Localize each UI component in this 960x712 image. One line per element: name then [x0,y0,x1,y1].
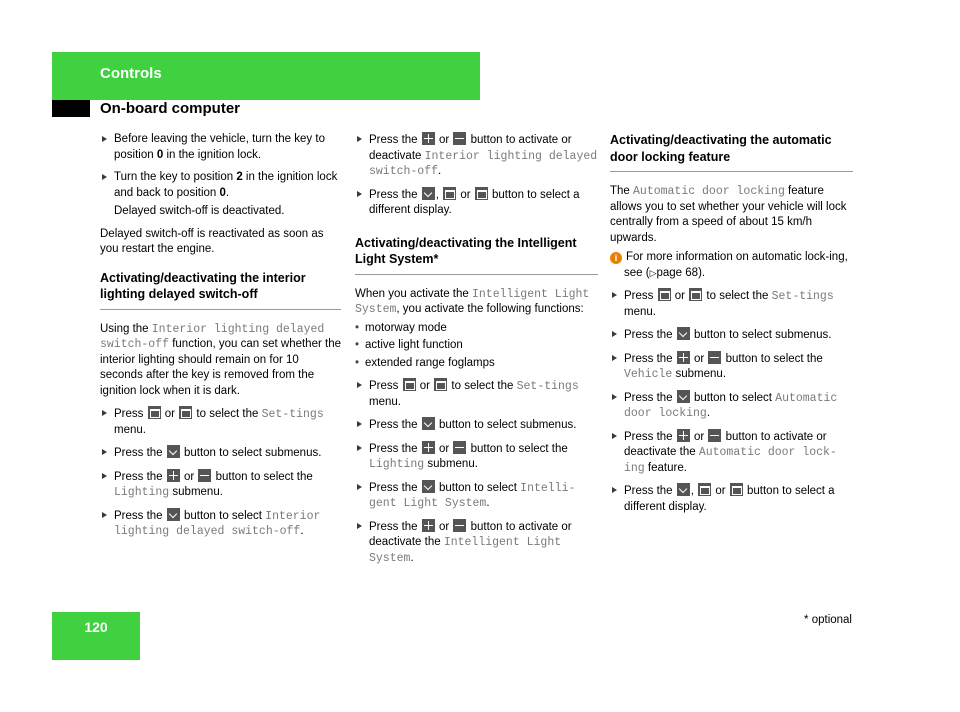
display-menu-back-icon [658,288,671,301]
step: Press the or button to activate or deactivate the Intelligent Light System. [355,519,598,567]
display-menu-back-icon [698,483,711,496]
display-menu-forward-icon [179,406,192,419]
minus-button-icon [453,519,466,532]
step: Turn the key to position 2 in the ignition lock and back to position 0. [100,170,341,201]
step: Press the button to select Interior lighting delayed switch-off. [100,508,341,540]
down-arrow-button-icon [422,187,435,200]
down-arrow-button-icon [167,445,180,458]
list-item: • active light function [355,338,598,354]
minus-button-icon [198,469,211,482]
step: Press or to select the Set-tings menu. [100,406,341,438]
display-menu-forward-icon [689,288,702,301]
function-list [355,321,598,372]
paragraph: Using the Interior lighting delayed switch-off function, you can set whether the interior lighting should remain on for 10 seconds after the key is removed from the ignition lock when it is dark. [100,322,341,397]
column-1 [100,132,341,547]
step: Press the button to select submenus. [100,445,341,462]
step: Press the button to select submenus. [355,417,598,434]
list-item: • motorway mode [355,321,598,337]
step: Press the button to select submenus. [610,327,853,344]
header-marker [52,100,90,117]
display-menu-forward-icon [434,378,447,391]
step: Press the or button to activate or deactivate Interior lighting delayed switch-off. [355,132,598,180]
footnote: * optional [804,614,852,626]
display-menu-forward-icon [475,187,488,200]
list-item: • extended range foglamps [355,356,598,372]
step: Before leaving the vehicle, turn the key to position 0 in the ignition lock. [100,132,341,163]
minus-button-icon [453,132,466,145]
step: Press the or button to select the Lighting submenu. [100,469,341,501]
page-number: 120 [84,619,108,635]
down-arrow-button-icon [422,480,435,493]
page-reference-icon: ▷ [649,267,657,278]
column-3 [610,132,853,522]
section-title: Controls [100,65,162,82]
info-note: i For more information on automatic lock-ing, see (▷page 68). [624,250,853,281]
plus-button-icon [677,429,690,442]
step: Press the , or button to select a different display. [610,483,853,515]
down-arrow-button-icon [677,390,690,403]
step: Press the button to select Automatic door locking. [610,390,853,422]
info-icon: i [610,252,622,264]
step: Press the button to select Intelli-gent Light System. [355,480,598,512]
minus-button-icon [708,351,721,364]
page-subtitle: On-board computer [100,100,241,117]
plus-button-icon [677,351,690,364]
paragraph: The Automatic door locking feature allows you to set whether your vehicle will lock centrally from a speed of about 15 km/h upwards. [610,185,847,244]
down-arrow-button-icon [422,417,435,430]
minus-button-icon [453,441,466,454]
display-menu-back-icon [443,187,456,200]
column-2 [355,132,598,573]
plus-button-icon [167,469,180,482]
display-menu-back-icon [403,378,416,391]
section-heading: Activating/deactivating the Intelligent Light System* [355,235,598,275]
down-arrow-button-icon [677,327,690,340]
plus-button-icon [422,441,435,454]
display-menu-back-icon [148,406,161,419]
paragraph: When you activate the Intelligent Light System, you activate the following functions: [355,287,590,316]
step: Press the or button to select the Vehicle submenu. [610,351,853,383]
section-heading: Activating/deactivating the interior lighting delayed switch-off [100,270,341,310]
plus-button-icon [422,132,435,145]
step: Press or to select the Set-tings menu. [355,378,598,410]
paragraph: Delayed switch-off is reactivated as soon as you restart the engine. [100,227,324,255]
step: Press or to select the Set-tings menu. [610,288,853,320]
step: Press the or button to activate or deactivate the Automatic door lock-ing feature. [610,429,853,477]
step: Press the , or button to select a different display. [355,187,598,219]
down-arrow-button-icon [167,508,180,521]
display-menu-forward-icon [730,483,743,496]
minus-button-icon [708,429,721,442]
plus-button-icon [422,519,435,532]
step: Press the or button to select the Lighting submenu. [355,441,598,473]
section-heading: Activating/deactivating the automatic door locking feature [610,132,853,172]
step-note: Delayed switch-off is deactivated. [114,205,285,217]
down-arrow-button-icon [677,483,690,496]
